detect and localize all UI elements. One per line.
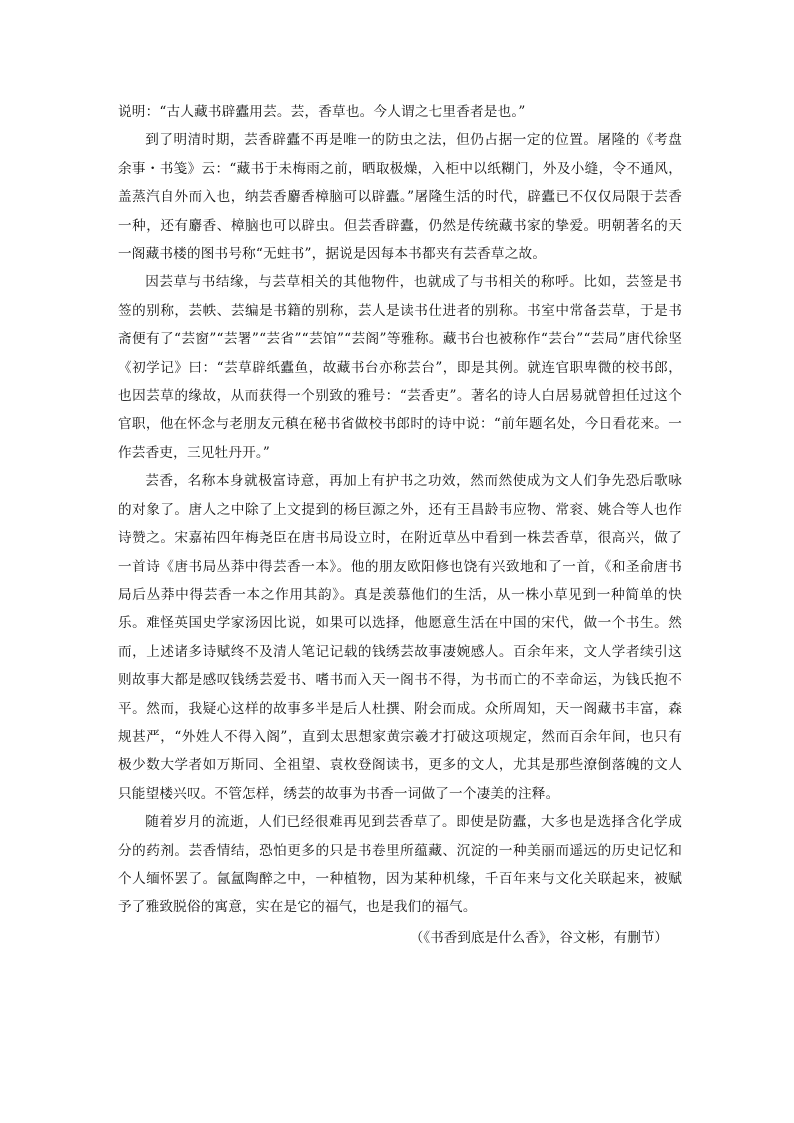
paragraph-1: 说明：“古人藏书辟蠹用芸。芸，香草也。今人谓之七里香者是也。” bbox=[118, 104, 526, 120]
paragraph-5: 随着岁月的流逝，人们已经很难再见到芸香草了。即使是防蠹，大多也是选择含化学成分的药剂。芸香情结，恐怕更多的只是书卷里所蕴藏、沉淀的一种美丽而遥远的历史记忆和个人缅怀罢了。氤氲陶醉之中，一种植物，因为某种机缘，千百年来与文化关联起来，被赋予了雅致脱俗的寓意，实在是它的福气，也是我们的福气。 bbox=[118, 814, 682, 916]
paragraph-2: 到了明清时期，芸香辟蠹不再是唯一的防虫之法，但仍占据一定的位置。屠隆的《考盘余事・书笺》云：“藏书于未梅雨之前，晒取极燥，入柜中以纸糊门，外及小缝，令不通风，盖蒸汽自外而入也，纳芸香麝香樟脑可以辟蠹。”屠隆生活的时代，辟蠹已不仅仅局限于芸香一种，还有麝香、樟脑也可以辟虫。但芸香辟蠹，仍然是传统藏书家的挚爱。明朝著名的天一阁藏书楼的图书号称“无蛀书”，据说是因每本书都夹有芸香草之故。 bbox=[118, 132, 682, 263]
paragraph-3: 因芸草与书结缘，与芸草相关的其他物件，也就成了与书相关的称呼。比如，芸签是书签的别称，芸帙、芸编是书籍的别称，芸人是读书仕进者的别称。书室中常备芸草，于是书斋便有了“芸窗”“芸署”“芸省”“芸馆”“芸阁”等雅称。藏书台也被称作“芸台”“芸局”唐代徐坚《初学记》曰：“芸草辟纸蠹鱼，故藏书台亦称芸台”，即是其例。就连官职卑微的校书郎，也因芸草的缘故，从而获得一个别致的雅号：“芸香吏”。著名的诗人白居易就曾担任过这个官职，他在怀念与老朋友元稹在秘书省做校书郎时的诗中说：“前年题名处，今日看花来。一作芸香吏，三见牡丹开。” bbox=[118, 274, 682, 461]
paragraph-4: 芸香，名称本身就极富诗意，再加上有护书之功效，然而然使成为文人们争先恐后歌咏的对象了。唐人之中除了上文提到的杨巨源之外，还有王昌龄韦应物、常衮、姚合等人也作诗赞之。宋嘉祐四年梅尧臣在唐书局设立时，在附近草丛中看到一株芸香草，很高兴，做了一首诗《唐书局丛莽中得芸香一本》。他的朋友欧阳修也饶有兴致地和了一首，《和圣俞唐书局后丛莽中得芸香一本之作用其韵》。真是羡慕他们的生活，从一株小草见到一种简单的快乐。难怪英国史学家汤因比说，如果可以选择，他愿意生活在中国的宋代，做一个书生。然而，上述诸多诗赋终不及清人笔记记载的钱绣芸故事凄婉感人。百余年来，文人学者续引这则故事大都是感叹钱绣芸爱书、嗜书而入天一阁书不得，为书而亡的不幸命运，为钱氏抱不平。然而，我疑心这样的故事多半是后人杜撰、附会而成。众所周知，天一阁藏书丰富，森规甚严，“外姓人不得入阁”，直到太思想家黄宗羲才打破这项规定，然而百余年间，也只有极少数大学者如万斯同、全祖望、袁枚登阁读书，更多的文人，尤其是那些潦倒落魄的文人只能望楼兴叹。不管怎样，绣芸的故事为书香一词做了一个凄美的注释。 bbox=[118, 473, 682, 802]
source-citation: （《书香到底是什么香》，谷文彬，有删节） bbox=[409, 929, 668, 946]
document-page bbox=[118, 98, 682, 952]
